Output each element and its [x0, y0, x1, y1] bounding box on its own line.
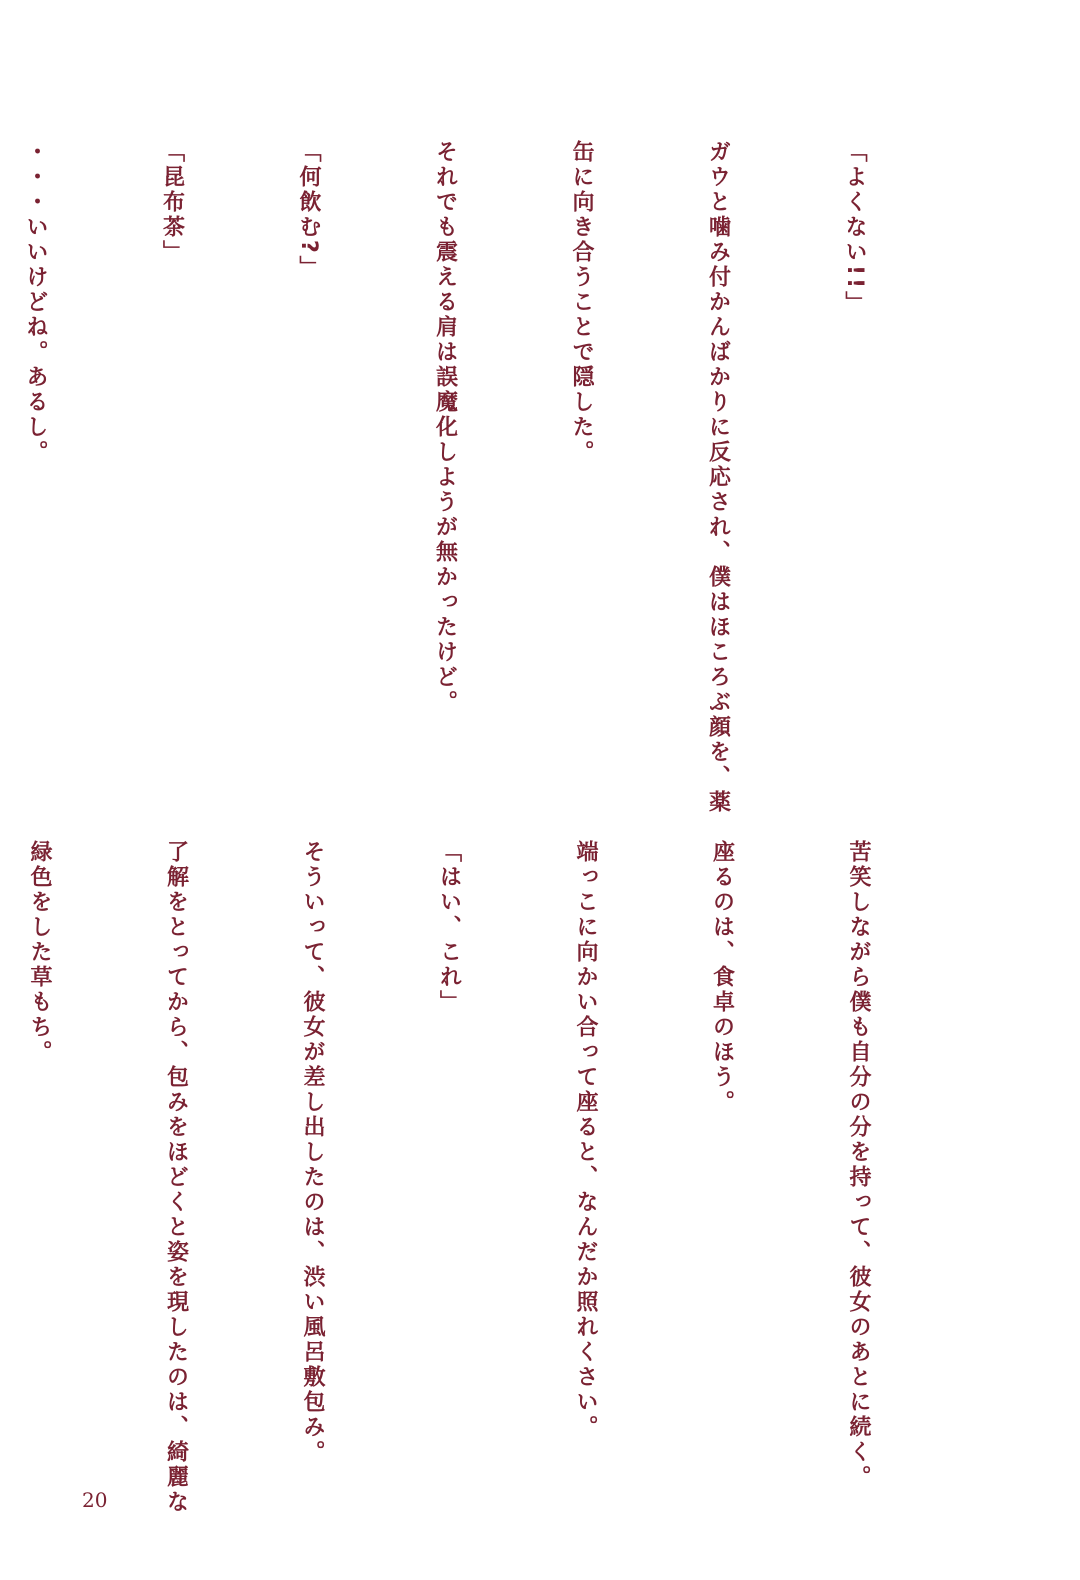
text-line: ・・・いいけどね。あるし。 [23, 140, 48, 465]
page-number: 20 [82, 1488, 108, 1512]
text-block-top [0, 140, 968, 815]
text-line: そういって、彼女が差し出したのは、渋い風呂敷包み。 [300, 840, 325, 1465]
text-line: 「はい、これ」 [436, 840, 462, 1015]
text-line: 「何飲む?」 [296, 140, 321, 281]
text-line: それでも震える肩は誤魔化しようが無かったけど。 [432, 140, 458, 715]
text-line: 苦笑しながら僕も自分の分を持って、彼女のあとに続く。 [846, 840, 871, 1490]
text-line: 緑色をした草もち。 [27, 840, 52, 1065]
text-line: 缶に向き合うことで隠した。 [569, 140, 594, 465]
text-line: 端っこに向かい合って座ると、なんだか照れくさい。 [573, 840, 598, 1440]
text-line: 「よくない!!」 [842, 140, 867, 317]
text-line: 「昆布茶」 [159, 140, 185, 265]
text-line: 了解をとってから、包みをほどくと姿を現したのは、綺麗な [163, 840, 189, 1515]
text-line: ガウと噛み付かんばかりに反応され、僕はほころぶ顔を、薬 [705, 140, 731, 815]
text-line: 座るのは、食卓のほう。 [709, 840, 735, 1115]
